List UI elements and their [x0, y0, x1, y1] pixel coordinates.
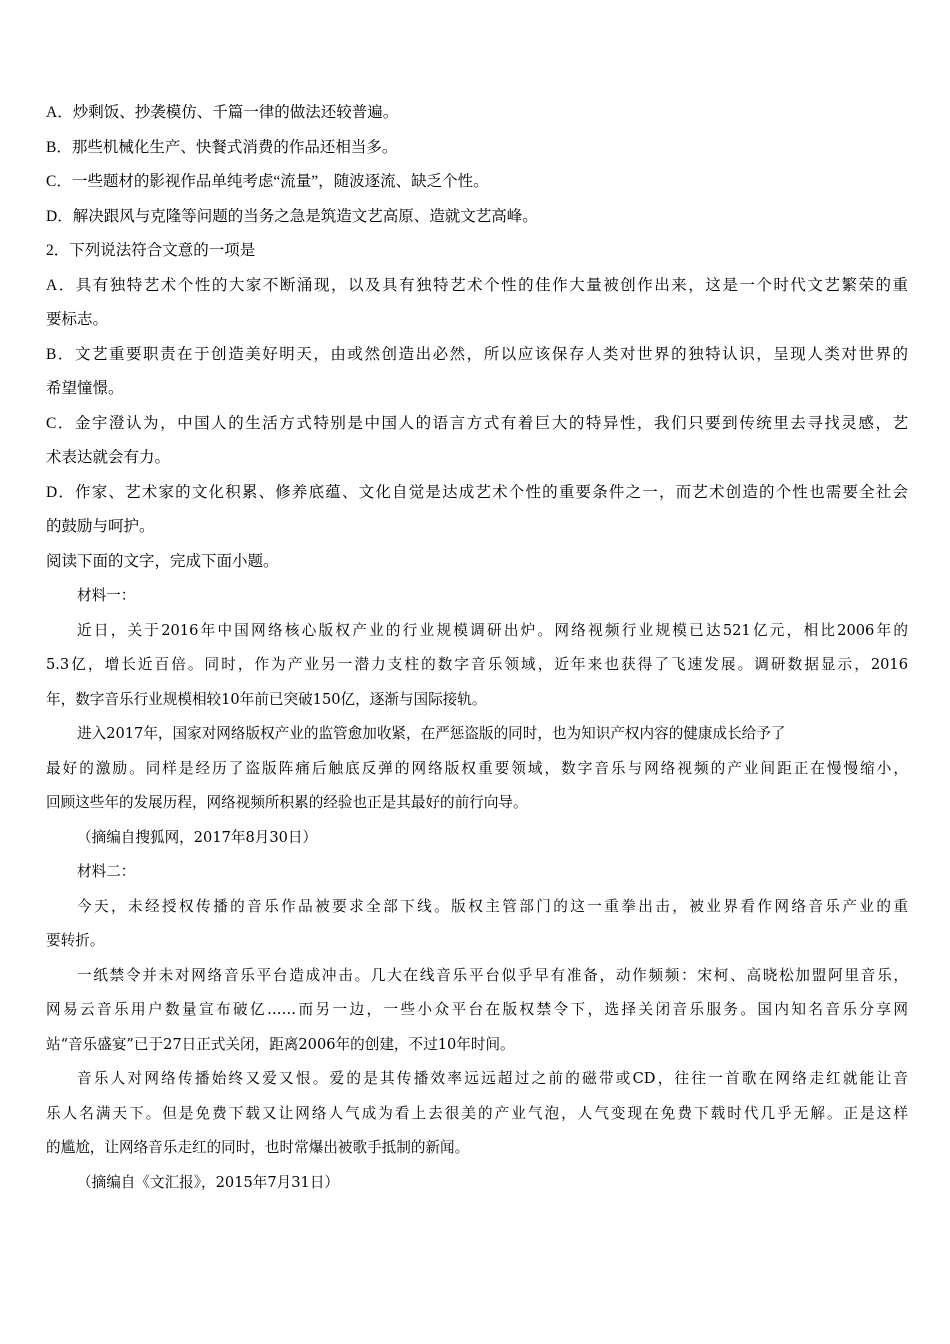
material-two-p3-line1: 音乐人对网络传播始终又爱又恨。爱的是其传播效率远远超过之前的磁带或CD，往往一首歌在网络走红就能让音	[77, 1070, 908, 1087]
q1-option-b: B．那些机械化生产、快餐式消费的作品还相当多。	[46, 138, 398, 156]
q2-stem: 2．下列说法符合文意的一项是	[46, 242, 256, 259]
material-two	[46, 855, 908, 1200]
q2-option-b-line1: B．文艺重要职责在于创造美好明天，由或然创造出必然，所以应该保存人类对世界的独特认识，呈现人类对世界的	[46, 345, 908, 363]
q2-option-a-line2: 要标志。	[46, 311, 109, 328]
material-two-p3-line2: 乐人名满天下。但是免费下载又让网络人气成为看上去很美的产业气泡，人气变现在免费下载时代几乎无解。正是这样	[46, 1104, 908, 1122]
q2-option-d-line1: D．作家、艺术家的文化积累、修养底蕴、文化自觉是达成艺术个性的重要条件之一，而艺术创造的个性也需要全社会	[46, 483, 908, 501]
q1-option-c: C．一些题材的影视作品单纯考虑“流量”，随波逐流、缺乏个性。	[46, 173, 489, 190]
material-one-p2-line2: 最好的激励。同样是经历了盗版阵痛后触底反弹的网络版权重要领域，数字音乐与网络视频的产业间距正在慢慢缩小，	[46, 759, 908, 777]
material-two-p1-line2: 要转折。	[46, 932, 105, 949]
q2-option-a-line1: A．具有独特艺术个性的大家不断涌现，以及具有独特艺术个性的佳作大量被创作出来，这是一个时代文艺繁荣的重	[46, 276, 908, 294]
material-one-p1-line2: 5.3亿，增长近百倍。同时，作为产业另一潜力支柱的数字音乐领域，近年来也获得了飞速发展。调研数据显示，2016	[46, 656, 908, 673]
material-one-heading: 材料一：	[77, 587, 136, 604]
material-one-p1-line1: 近日，关于2016年中国网络核心版权产业的行业规模调研出炉。网络视频行业规模已达521亿元，相比2006年的	[77, 621, 908, 639]
q2-option-b-line2: 希望憧憬。	[46, 380, 124, 397]
q1-option-a: A．炒剩饭、抄袭模仿、千篇一律的做法还较普遍。	[46, 104, 399, 121]
q2-option-c-line1: C．金宇澄认为，中国人的生活方式特别是中国人的语言方式有着巨大的特异性，我们只要到传统里去寻找灵感，艺	[46, 414, 908, 432]
q1-option-d: D．解决跟风与克隆等问题的当务之急是筑造文艺高原、造就文艺高峰。	[46, 207, 538, 225]
reading-intro: 阅读下面的文字，完成下面小题。	[46, 552, 279, 570]
material-one-source: （摘编自搜狐网，2017年8月30日）	[77, 828, 318, 846]
material-two-p3-line3: 的尴尬，让网络音乐走红的同时，也时常爆出被歌手抵制的新闻。	[46, 1139, 470, 1156]
material-one-p1-line3: 年，数字音乐行业规模相较10年前已突破150亿，逐渐与国际接轨。	[46, 690, 487, 708]
q2-option-d-line2: 的鼓励与呵护。	[46, 518, 155, 535]
material-two-source: （摘编自《文汇报》，2015年7月31日）	[77, 1173, 340, 1191]
q2-option-c-line2: 术表达就会有力。	[46, 449, 171, 466]
exam-page	[46, 96, 908, 1200]
material-one	[46, 579, 908, 855]
material-two-p2-line2: 网易云音乐用户数量宣布破亿……而另一边，一些小众平台在版权禁令下，选择关闭音乐服务。国内知名音乐分享网	[46, 1001, 908, 1018]
material-one-p2-line3: 回顾这些年的发展历程，网络视频所积累的经验也正是其最好的前行向导。	[46, 794, 528, 811]
material-two-p1-line1: 今天，未经授权传播的音乐作品被要求全部下线。版权主管部门的这一重拳出击，被业界看作网络音乐产业的重	[77, 897, 908, 915]
material-two-p2-line3: 站“音乐盛宴”已于27日正式关闭，距离2006年的创建，不过10年时间。	[46, 1035, 515, 1053]
material-two-heading: 材料二：	[77, 863, 136, 880]
material-two-p2-line1: 一纸禁令并未对网络音乐平台造成冲击。几大在线音乐平台似乎早有准备，动作频频：宋柯、高晓松加盟阿里音乐，	[77, 966, 908, 984]
material-one-p2-line1: 进入2017年，国家对网络版权产业的监管愈加收紧，在严惩盗版的同时，也为知识产权内容的健康成长给予了	[77, 725, 786, 742]
